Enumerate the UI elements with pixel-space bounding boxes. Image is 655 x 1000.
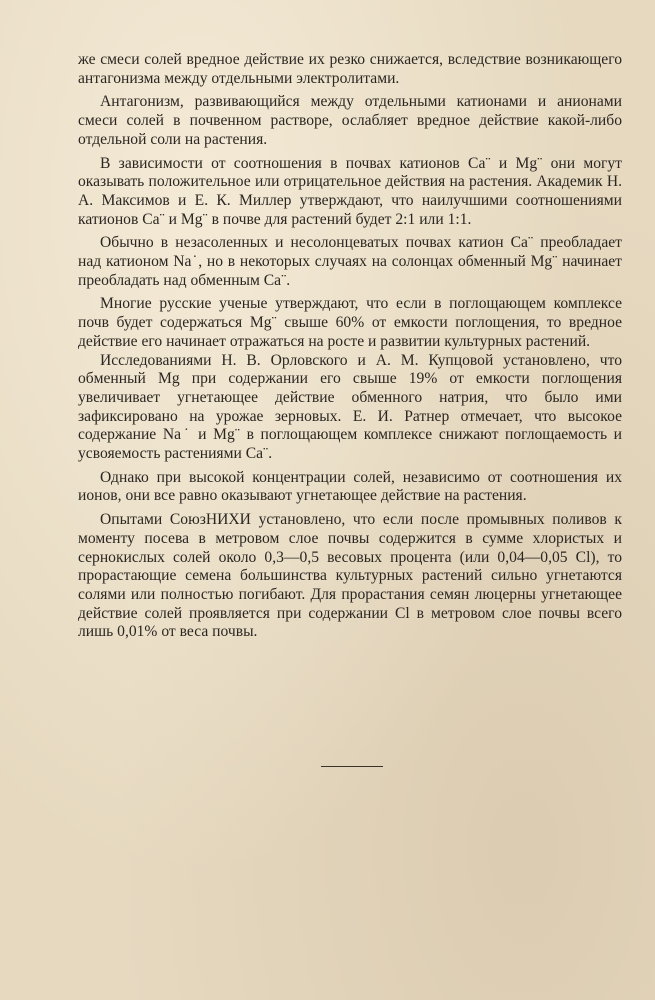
paragraph-8: Опытами СоюзНИХИ установлено, что если после промывных поливов к моменту посева в метровом слое почвы содержится в сумме хлористых и сернокислых солей около 0,3—0,5 весовых процента (или 0,04—0,05 Cl), то прорастающие семена большинства культурных растений сильно угнетаются солями или полностью погибают. Для прорастания семян люцерны угнетающее действие солей проявляется при содержании Cl в метровом слое почвы всего лишь 0,01% от веса почвы.: [78, 511, 622, 641]
paragraph-3: В зависимости от соотношения в почвах катионов Ca¨ и Mg¨ они могут оказывать положительное или отрицательное действия на растения. Академик Н. А. Максимов и Е. К. Миллер утверждают, что наилучшими соотношениями катионов Ca¨ и Mg¨ в почве для растений будет 2:1 или 1:1.: [78, 154, 622, 228]
page-text: [78, 51, 622, 642]
section-end-rule: [321, 766, 383, 767]
paragraph-2: Антагонизм, развивающийся между отдельными катионами и анионами смеси солей в почвенном растворе, ослабляет вредное действие какой-либо отдельной соли на растения.: [78, 93, 622, 148]
paragraph-4: Обычно в незасоленных и несолонцеватых почвах катион Ca¨ преобладает над катионом Na˙, но в некоторых случаях на солонцах обменный Mg¨ начинает преобладать над обменным Ca¨.: [78, 234, 622, 289]
paragraph-7: Однако при высокой концентрации солей, независимо от соотношения их ионов, они все равно оказывают угнетающее действие на растения.: [78, 468, 622, 505]
paragraph-5: Многие русские ученые утверждают, что если в поглощающем комплексе почв будет содержаться Mg¨ свыше 60% от емкости поглощения, то вредное действие его начинает отражаться на росте и развитии культурных растений.: [78, 295, 622, 350]
paragraph-6: Исследованиями Н. В. Орловского и А. М. Купцовой установлено, что обменный Mg при содержании его свыше 19% от емкости поглощения увеличивает угнетающее действие обменного натрия, что было ими зафиксировано на урожае зерновых. Е. И. Ратнер отмечает, что высокое содержание Na˙ и Mg¨ в поглощающем комплексе снижают поглощаемость и усвояемость растениями Ca¨.: [78, 351, 622, 463]
paragraph-1: же смеси солей вредное действие их резко снижается, вследствие возникающего антагонизма между отдельными электролитами.: [78, 51, 622, 87]
